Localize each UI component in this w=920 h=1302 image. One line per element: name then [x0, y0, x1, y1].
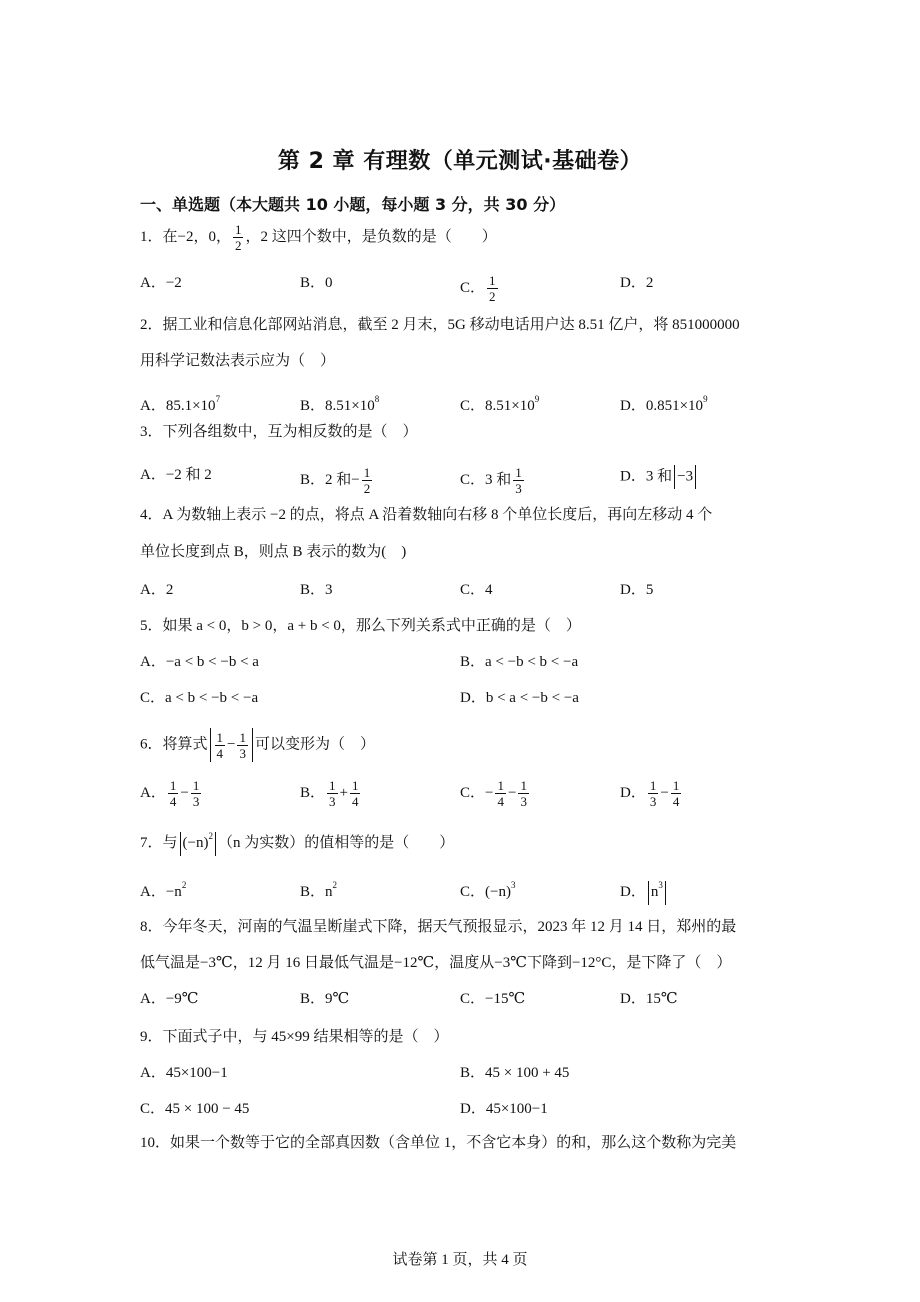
- fraction-numerator: 1: [520, 778, 527, 793]
- option-label: B．: [300, 275, 326, 291]
- option-label: C．: [140, 1101, 166, 1117]
- question-4-stem: [140, 542, 406, 562]
- fraction-denominator: 4: [672, 794, 680, 809]
- text-segment: 用科学记数法表示应为（ ）: [140, 353, 336, 369]
- option-label: B．: [460, 1065, 486, 1081]
- text-segment: 2: [165, 582, 174, 598]
- fraction-numerator: 1: [329, 778, 336, 793]
- option-d[interactable]: [620, 389, 708, 416]
- superscript: 2: [332, 880, 338, 890]
- text-segment: 2 和−: [325, 471, 360, 488]
- superscript: 8: [374, 394, 380, 404]
- fraction-denominator: 4: [497, 794, 504, 809]
- option-b[interactable]: [460, 652, 578, 672]
- option-label: A．: [140, 1065, 166, 1081]
- option-label: B．: [300, 471, 326, 488]
- question-8-stem: [140, 917, 736, 937]
- fraction: [233, 222, 244, 253]
- page-title: 第 2 章 有理数（单元测试·基础卷）: [277, 149, 643, 174]
- text-segment: 5: [645, 582, 654, 598]
- fraction-denominator: 3: [515, 481, 522, 496]
- superscript: 3: [658, 880, 663, 890]
- fraction-numerator: 1: [515, 465, 522, 480]
- option-label: B．: [300, 884, 326, 900]
- fraction-denominator: 3: [520, 794, 527, 809]
- fraction-denominator: 3: [239, 745, 246, 761]
- option-label: D．: [620, 582, 646, 598]
- option-label: B．: [300, 784, 326, 801]
- option-a[interactable]: [140, 652, 259, 672]
- option-label: A．: [140, 654, 166, 670]
- text-segment: −: [180, 784, 189, 801]
- fraction: [350, 778, 361, 809]
- text-segment: −: [507, 784, 517, 801]
- question-9-options: [140, 1063, 800, 1083]
- question-3-stem: [140, 422, 418, 442]
- question-2-stem: [140, 315, 740, 335]
- text-segment: 1．在−2，0，: [140, 228, 231, 245]
- option-d[interactable]: [620, 875, 668, 905]
- text-segment: 9℃: [325, 991, 350, 1007]
- option-a[interactable]: [140, 1063, 228, 1083]
- fraction-numerator: 1: [351, 778, 359, 793]
- question-5-options: [140, 688, 800, 708]
- text-segment: 7．与: [140, 835, 178, 851]
- text-segment: b < a < −b < −a: [485, 690, 579, 706]
- option-b[interactable]: [300, 580, 333, 600]
- fraction: [237, 730, 248, 761]
- text-segment: （n 为实数）的值相等的是（ ）: [217, 835, 455, 851]
- text-segment: −3: [677, 468, 694, 485]
- fraction-numerator: 1: [489, 273, 496, 288]
- question-7-stem: [140, 826, 454, 856]
- absolute-value-bar: [648, 881, 649, 905]
- option-label: C．: [460, 582, 486, 598]
- absolute-value-bar: [665, 881, 666, 905]
- text-segment: 45×100−1: [485, 1101, 548, 1117]
- option-label: D．: [620, 991, 646, 1007]
- option-a[interactable]: [140, 778, 203, 809]
- option-b[interactable]: [300, 465, 374, 496]
- text-segment: 2: [645, 275, 654, 291]
- option-label: C．: [460, 784, 486, 801]
- fraction: [168, 778, 179, 809]
- fraction-numerator: 1: [234, 222, 242, 237]
- fraction-denominator: 2: [363, 481, 371, 496]
- option-label: C．: [140, 690, 166, 706]
- text-segment: n: [650, 884, 659, 900]
- text-segment: −: [485, 784, 494, 801]
- option-c[interactable]: [460, 465, 526, 496]
- question-4-stem: [140, 505, 712, 525]
- text-segment: n: [325, 884, 333, 900]
- text-segment: 3 和: [645, 468, 673, 485]
- text-segment: 单位长度到点 B，则点 B 表示的数为( ): [140, 544, 407, 560]
- option-label: C．: [460, 398, 486, 414]
- question-8-stem: [140, 953, 731, 973]
- text-segment: a < −b < b < −a: [485, 654, 579, 670]
- text-segment: 2．据工业和信息化部网站消息，截至 2 月末，5G 移动电话用户达 8.51 亿户，将 851000000: [140, 317, 740, 333]
- text-segment: 85.1×10: [165, 398, 216, 414]
- text-segment: −a < b < −b < a: [165, 654, 259, 670]
- option-label: C．: [460, 279, 486, 296]
- text-segment: (−n): [485, 884, 511, 900]
- fraction: [671, 778, 682, 809]
- superscript: 9: [534, 394, 540, 404]
- fraction-numerator: 1: [216, 729, 224, 745]
- superscript: 2: [208, 831, 213, 841]
- option-label: A．: [140, 582, 166, 598]
- option-d[interactable]: [620, 778, 683, 809]
- question-1-stem: [140, 222, 497, 253]
- option-label: C．: [460, 471, 486, 488]
- text-segment: 低气温是−3℃，12 月 16 日最低气温是−12℃，温度从−3℃下降到−12°C，是下降了（ ）: [140, 955, 732, 971]
- option-label: A．: [140, 467, 166, 483]
- question-2-stem: [140, 351, 335, 371]
- option-d[interactable]: [620, 273, 653, 293]
- option-c[interactable]: [460, 273, 500, 304]
- fraction-denominator: 3: [329, 794, 336, 809]
- fraction-numerator: 1: [672, 778, 680, 793]
- text-segment: 4: [485, 582, 493, 598]
- text-segment: −2 和 2: [165, 467, 212, 483]
- section-heading: 一、单选题（本大题共 10 小题，每小题 3 分，共 30 分）: [140, 195, 566, 214]
- question-3-options: [140, 465, 800, 496]
- text-segment: 8.51×10: [325, 398, 375, 414]
- option-label: D．: [460, 1101, 486, 1117]
- page-footer: 试卷第 1 页，共 4 页: [392, 1252, 528, 1268]
- text-segment: 5．如果 a < 0，b > 0，a + b < 0，那么下列关系式中正确的是（ ）: [140, 618, 581, 634]
- option-label: A．: [140, 991, 166, 1007]
- option-d[interactable]: [620, 580, 653, 600]
- text-segment: −: [227, 736, 236, 753]
- text-segment: 3 和: [485, 471, 512, 488]
- fraction: [215, 730, 226, 761]
- text-segment: 9．下面式子中，与 45×99 结果相等的是（ ）: [140, 1029, 449, 1045]
- question-5-options: [140, 652, 800, 672]
- superscript: 7: [215, 394, 221, 404]
- text-segment: −15℃: [485, 991, 526, 1007]
- text-segment: 0.851×10: [645, 398, 704, 414]
- option-b[interactable]: [460, 1063, 569, 1083]
- question-7-options: [140, 875, 800, 900]
- option-label: C．: [460, 991, 486, 1007]
- text-segment: ，2 这四个数中，是负数的是（ ）: [245, 228, 497, 245]
- absolute-value-bar: [180, 832, 181, 856]
- absolute-value-bar: [674, 465, 675, 489]
- option-c[interactable]: [460, 875, 515, 902]
- option-d[interactable]: [620, 989, 678, 1009]
- fraction-numerator: 1: [649, 778, 657, 793]
- text-segment: 10．如果一个数等于它的全部真因数（含单位 1，不含它本身）的和，那么这个数称为完美: [140, 1135, 737, 1151]
- option-d[interactable]: [460, 688, 579, 708]
- option-label: B．: [300, 582, 326, 598]
- text-segment: 3: [325, 582, 333, 598]
- text-segment: −n: [165, 884, 182, 900]
- fraction: [487, 273, 498, 304]
- option-d[interactable]: [460, 1099, 548, 1119]
- option-label: D．: [620, 468, 646, 485]
- question-6-stem: [140, 728, 375, 762]
- question-10-stem: [140, 1133, 736, 1153]
- option-c[interactable]: [460, 778, 531, 809]
- option-label: C．: [460, 884, 486, 900]
- fraction-numerator: 1: [363, 465, 371, 480]
- question-9-stem: [140, 1027, 448, 1047]
- fraction: [362, 465, 373, 496]
- option-b[interactable]: [300, 875, 337, 902]
- option-b[interactable]: [300, 389, 379, 416]
- fraction-denominator: 4: [169, 794, 177, 809]
- fraction-numerator: 1: [239, 729, 246, 745]
- option-c[interactable]: [460, 389, 539, 416]
- option-a[interactable]: [140, 273, 182, 293]
- text-segment: 45 × 100 − 45: [165, 1101, 250, 1117]
- text-segment: 15℃: [645, 991, 678, 1007]
- absolute-value-bar: [252, 728, 253, 762]
- question-9-options: [140, 1099, 800, 1119]
- option-a[interactable]: [140, 465, 212, 485]
- absolute-value-bar: [695, 465, 696, 489]
- option-label: A．: [140, 784, 166, 801]
- text-segment: +: [339, 784, 348, 801]
- fraction: [513, 465, 524, 496]
- question-5-stem: [140, 616, 581, 636]
- superscript: 3: [510, 880, 516, 890]
- fraction: [648, 778, 659, 809]
- option-label: D．: [620, 398, 646, 414]
- option-label: A．: [140, 884, 166, 900]
- question-1-options: [140, 273, 800, 304]
- text-segment: 可以变形为（ ）: [254, 736, 375, 753]
- question-4-options: [140, 580, 800, 600]
- fraction-denominator: 4: [351, 794, 359, 809]
- text-segment: 8．今年冬天，河南的气温呈断崖式下降，据天气预报显示，2023 年 12 月 14 日，郑州的最: [140, 919, 737, 935]
- fraction-denominator: 2: [234, 238, 242, 253]
- fraction-numerator: 1: [192, 778, 200, 793]
- text-segment: 6．将算式: [140, 736, 208, 753]
- option-label: B．: [460, 654, 486, 670]
- option-b[interactable]: [300, 989, 349, 1009]
- fraction-denominator: 3: [192, 794, 200, 809]
- option-label: D．: [460, 690, 486, 706]
- fraction-numerator: 1: [169, 778, 177, 793]
- option-label: B．: [300, 398, 326, 414]
- option-label: B．: [300, 991, 326, 1007]
- fraction-numerator: 1: [497, 778, 504, 793]
- question-6-options: [140, 778, 800, 809]
- option-a[interactable]: [140, 580, 173, 600]
- superscript: 2: [181, 880, 187, 890]
- option-c[interactable]: [460, 989, 525, 1009]
- text-segment: 45×100−1: [165, 1065, 228, 1081]
- option-b[interactable]: [300, 273, 333, 293]
- fraction-denominator: 3: [649, 794, 657, 809]
- text-segment: 45 × 100 + 45: [485, 1065, 570, 1081]
- option-label: A．: [140, 398, 166, 414]
- option-a[interactable]: [140, 389, 220, 416]
- text-segment: 3．下列各组数中，互为相反数的是（ ）: [140, 424, 418, 440]
- option-a[interactable]: [140, 989, 199, 1009]
- fraction: [518, 778, 529, 809]
- text-segment: −9℃: [165, 991, 199, 1007]
- fraction-denominator: 2: [489, 289, 496, 304]
- absolute-value-bar: [210, 728, 211, 762]
- question-2-options: [140, 389, 800, 414]
- option-c[interactable]: [460, 580, 493, 600]
- text-segment: −2: [165, 275, 182, 291]
- option-c[interactable]: [140, 1099, 249, 1119]
- text-segment: −: [660, 784, 669, 801]
- option-b[interactable]: [300, 778, 362, 809]
- fraction-denominator: 4: [216, 745, 224, 761]
- superscript: 9: [703, 394, 708, 404]
- fraction: [327, 778, 338, 809]
- option-label: D．: [620, 784, 646, 801]
- option-label: D．: [620, 884, 646, 900]
- text-segment: 8.51×10: [485, 398, 535, 414]
- fraction: [495, 778, 506, 809]
- question-8-options: [140, 989, 800, 1009]
- absolute-value-bar: [215, 832, 216, 856]
- option-a[interactable]: [140, 875, 186, 902]
- option-label: A．: [140, 275, 166, 291]
- text-segment: (−n): [182, 835, 209, 851]
- text-segment: 0: [325, 275, 333, 291]
- fraction: [191, 778, 202, 809]
- text-segment: a < b < −b < −a: [165, 690, 259, 706]
- option-d[interactable]: [620, 465, 698, 489]
- option-label: D．: [620, 275, 646, 291]
- option-c[interactable]: [140, 688, 258, 708]
- text-segment: 4．A 为数轴上表示 −2 的点，将点 A 沿着数轴向右移 8 个单位长度后，再向左移动 4 个: [140, 507, 713, 523]
